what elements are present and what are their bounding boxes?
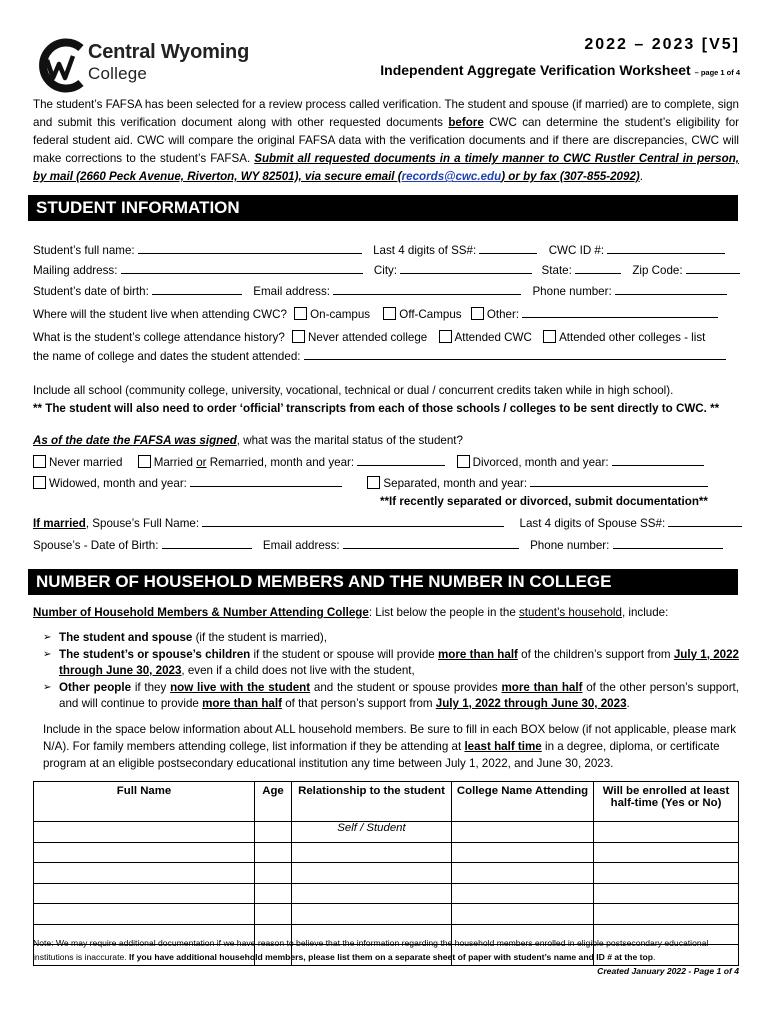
married-date-field[interactable] [357, 454, 445, 466]
cell-input[interactable] [594, 822, 739, 843]
student-dob-field[interactable] [152, 283, 242, 295]
intro-paragraph: The student’s FAFSA has been selected for a review process called verification. The student and spouse (if married) are to complete, sign and submit this verification document along with other requested documents before CWC can determine the student’s eligibility for federal student aid. CWC will compare the original FAFSA data with the verification documents and if there are discrepancies, CWC will make corrections to the student’s FAFSA. Submit all requested documents in a timely manner to CWC Rustler Central in person, by mail (2660 Peck Avenue, Riverton, WY 82501), via secure email (records@cwc.edu) or by fax (307-855-2092). [33, 98, 739, 183]
cell-input[interactable] [292, 842, 452, 863]
divorced-checkbox[interactable] [457, 455, 470, 468]
table-row [34, 883, 739, 904]
spouse-dob-field[interactable] [162, 537, 252, 549]
row-college-list: the name of college and dates the student attended: [33, 348, 726, 363]
records-email-link[interactable]: records@cwc.edu [401, 170, 502, 183]
cell-input[interactable] [452, 883, 594, 904]
spouse-phone-field[interactable] [613, 537, 723, 549]
row-address: Mailing address: City: State: Zip Code: [33, 262, 740, 277]
cell-input[interactable] [452, 863, 594, 884]
row-marital-2: Widowed, month and year: Separated, month and year: [33, 475, 708, 490]
separated-date-field[interactable] [530, 475, 708, 487]
footer-note: Note: We may require additional documentation if we have reason to believe that the information regarding the household members enrolled in eligible postsecondary educational institutions is inaccurate. If you have additional household members, please list them on a separate sheet of paper with student’s name and ID # at the top. Created January 2022 - Page 1 of 4 [33, 938, 739, 976]
transcripts-note: ** The student will also need to order ‘official’ transcripts from each of those schools / colleges to be sent directly to CWC. ** [33, 402, 720, 415]
row-dob-email-phone: Student’s date of birth: Email address: Phone number: [33, 283, 727, 298]
table-row [34, 822, 739, 843]
cell-input[interactable] [34, 883, 255, 904]
college-name: Central Wyoming College [88, 41, 250, 83]
documentation-note: **If recently separated or divorced, submit documentation** [380, 495, 708, 508]
spouse-name-field[interactable] [202, 515, 504, 527]
student-phone-field[interactable] [615, 283, 727, 295]
cell-input[interactable] [452, 842, 594, 863]
state-field[interactable] [575, 262, 621, 274]
widowed-checkbox[interactable] [33, 476, 46, 489]
section-household: NUMBER OF HOUSEHOLD MEMBERS AND THE NUMBER IN COLLEGE [28, 569, 738, 595]
cell-input[interactable] [255, 842, 292, 863]
created-date: Created January 2022 - Page 1 of 4 [597, 966, 739, 976]
cell-input[interactable] [292, 863, 452, 884]
on-campus-checkbox[interactable] [294, 307, 307, 320]
household-intro: Number of Household Members & Number Attending College: List below the people in the student’s household, include: [33, 606, 669, 619]
cell-input[interactable] [292, 904, 452, 925]
row-housing: Where will the student live when attending CWC? On-campus Off-Campus Other: [33, 306, 718, 321]
household-instructions: Include in the space below information about ALL household members. Be sure to fill in each BOX below (if not applicable, please mark N/A). For family members attending college, list information if they be attending at least half time in a degree, diploma, or certificate program at an eligible postsecondary educational institution any time between July 1, 2022, and June 30, 2023. [43, 723, 737, 770]
city-field[interactable] [400, 262, 532, 274]
never-attended-checkbox[interactable] [292, 330, 305, 343]
col-relationship: Relationship to the student [292, 782, 452, 822]
separated-checkbox[interactable] [367, 476, 380, 489]
list-item: ➢ The student and spouse (if the student is married), [33, 630, 739, 647]
cell-input[interactable] [34, 904, 255, 925]
student-ssn-field[interactable] [479, 242, 537, 254]
cell-input[interactable] [255, 904, 292, 925]
row-name-ssn-id: Student’s full name: Last 4 digits of SS#: CWC ID #: [33, 242, 725, 257]
cell-input[interactable] [292, 883, 452, 904]
spouse-ssn-field[interactable] [668, 515, 742, 527]
household-criteria-list [33, 630, 739, 713]
table-row [34, 842, 739, 863]
student-email-field[interactable] [333, 283, 521, 295]
other-housing-field[interactable] [522, 306, 718, 318]
row-attendance-history: What is the student’s college attendance history? Never attended college Attended CWC Attended other colleges - list [33, 331, 706, 344]
college-list-field[interactable] [304, 348, 726, 360]
cell-input[interactable] [594, 842, 739, 863]
attended-other-checkbox[interactable] [543, 330, 556, 343]
col-college: College Name Attending [452, 782, 594, 822]
cwc-id-field[interactable] [607, 242, 725, 254]
divorced-date-field[interactable] [612, 454, 704, 466]
col-half-time: Will be enrolled at least half-time (Yes or No) [594, 782, 739, 822]
cell-input[interactable] [255, 883, 292, 904]
off-campus-checkbox[interactable] [383, 307, 396, 320]
widowed-date-field[interactable] [190, 475, 342, 487]
year-version: 2022 – 2023 [V5] [584, 36, 740, 53]
cell-input[interactable] [34, 842, 255, 863]
page-title: Independent Aggregate Verification Worksheet – page 1 of 4 [380, 62, 740, 78]
spouse-email-field[interactable] [343, 537, 519, 549]
cell-input[interactable] [34, 863, 255, 884]
table-header-row [34, 782, 739, 822]
include-all-note: Include all school (community college, university, vocational, technical or dual / concurrent credits taken while in high school). [33, 384, 674, 397]
cell-input[interactable] [452, 904, 594, 925]
cell-input[interactable] [34, 822, 255, 843]
never-married-checkbox[interactable] [33, 455, 46, 468]
cell-input[interactable] [452, 822, 594, 843]
zip-field[interactable] [686, 262, 740, 274]
attended-cwc-checkbox[interactable] [439, 330, 452, 343]
mailing-address-field[interactable] [121, 262, 363, 274]
relationship-self: Self / Student [292, 822, 452, 843]
row-spouse-name: If married, Spouse’s Full Name: Last 4 digits of Spouse SS#: [33, 515, 742, 530]
section-student-information: STUDENT INFORMATION [28, 195, 738, 221]
list-item: ➢ Other people if they now live with the student and the student or spouse provides more than half of the other person’s support, and will continue to provide more than half of that person’s support from July 1, 2022 through June 30, 2023. [33, 680, 739, 713]
other-housing-checkbox[interactable] [471, 307, 484, 320]
row-spouse-dob: Spouse’s - Date of Birth: Email address: Phone number: [33, 537, 723, 552]
table-row [34, 863, 739, 884]
cell-input[interactable] [594, 904, 739, 925]
table-row [34, 904, 739, 925]
list-item: ➢ The student’s or spouse’s children if the student or spouse will provide more than half of the children’s support from July 1, 2022 through June 30, 2023, even if a child does not live with the student, [33, 647, 739, 680]
row-marital-1: Never married Married or Remarried, month and year: Divorced, month and year: [33, 454, 704, 469]
cell-input[interactable] [255, 822, 292, 843]
married-checkbox[interactable] [138, 455, 151, 468]
col-age: Age [255, 782, 292, 822]
col-full-name: Full Name [34, 782, 255, 822]
cell-input[interactable] [255, 863, 292, 884]
marital-question: As of the date the FAFSA was signed, what was the marital status of the student? [33, 434, 463, 447]
cell-input[interactable] [594, 883, 739, 904]
student-name-field[interactable] [138, 242, 362, 254]
cell-input[interactable] [594, 863, 739, 884]
